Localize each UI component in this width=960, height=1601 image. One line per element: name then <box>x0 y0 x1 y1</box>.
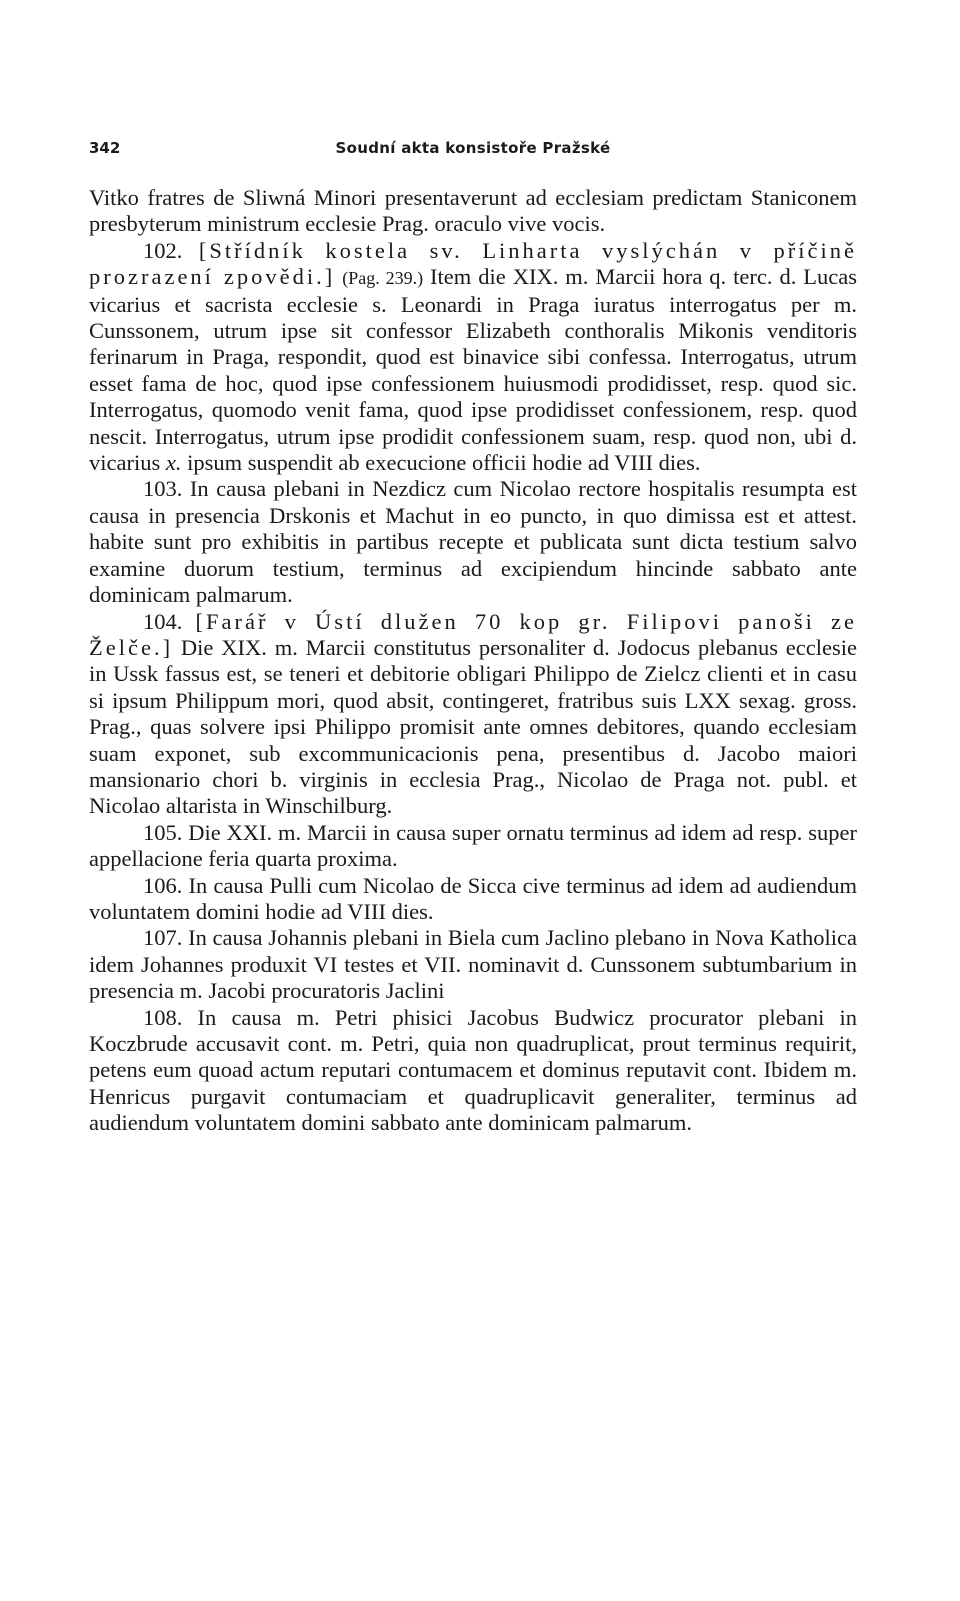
text-spaced: [Střídník kostela sv. Linharta vyslýchán v příčině prozrazení zpovědi.] <box>89 237 857 290</box>
text-pag: (Pag. 239.) <box>342 268 424 289</box>
text-run: 102. <box>143 237 199 263</box>
entry-108 <box>89 1005 857 1137</box>
document-page <box>89 120 857 1137</box>
paragraph-continuation <box>89 185 857 238</box>
text-run: 105. Die XXI. m. Marcii in causa super ornatu terminus ad idem ad resp. super appellacione feria quarta proxima. <box>89 819 857 872</box>
text-run: 104. <box>143 608 196 634</box>
entry-106 <box>89 873 857 926</box>
running-head <box>89 120 857 157</box>
text-run: Vitko fratres de Sliwná Minori presentaverunt ad ecclesiam predictam Staniconem presbyterum ministrum ecclesie Prag. oraculo vive vocis. <box>89 185 857 237</box>
text-run: Die XIX. m. Marcii constitutus personaliter d. Jodocus plebanus ecclesie in Ussk fassus est, se teneri et debitorie obligari Philippo de Zielcz clienti et in casu si ipsum Philippum mori, quod absit, contingeret, fratribus suis LXX sexag. gross. Prag., quas solvere ipsi Philippo promisit ante omnes debitores, quando ecclesiam suam exponet, sub excommunicacionis pena, presentibus d. Jacobo maiori mansionario chori b. virginis in ecclesia Prag., Nicolao de Praga not. publ. et Nicolao altarista in Winschilburg. <box>89 634 857 819</box>
body-text <box>89 185 857 1137</box>
entry-107 <box>89 925 857 1004</box>
entry-104 <box>89 609 857 820</box>
text-run: Item die XIX. m. Marcii hora q. terc. d. Lucas vicarius et sacrista ecclesie s. Leonardi in Praga iuratus interrogatus per m. Cunssonem, utrum ipse sit confessor Elizabeth conthoralis Mikonis venditoris ferinarum in Praga, respondit, quod est binavice sibi confessa. Interrogatus, utrum esset fama de hoc, quod ipse confessionem huiusmodi prodidisset, resp. quod sic. Interrogatus, quomodo venit fama, quod ipse prodidisset confessionem, resp. quod nescit. Interrogatus, utrum ipse prodidit confessionem suam, resp. quod non, ubi d. vicarius <box>89 264 858 476</box>
text-run: 106. In causa Pulli cum Nicolao de Sicca cive terminus ad idem ad audiendum voluntatem domini hodie ad VIII dies. <box>89 872 857 924</box>
text-run: 108. In causa m. Petri phisici Jacobus Budwicz procurator plebani in Koczbrude accusavit cont. m. Petri, quia non quadruplicat, prout terminus requirit, petens eum quoad actum reputari contumacem et dominus reputavit cont. Ibidem m. Henricus purgavit contumaciam et quadruplicavit generaliter, terminus ad audiendum voluntatem domini sabbato ante dominicam palmarum. <box>89 1004 857 1136</box>
entry-103 <box>89 476 857 608</box>
running-title: Soudní akta konsistoře Pražské <box>335 139 611 157</box>
text-spaced: [Farář v Ústí dlužen 70 kop gr. Filipovi panoši ze Želče.] <box>89 608 857 660</box>
entry-102 <box>89 238 857 477</box>
text-run: 103. In causa plebani in Nezdicz cum Nicolao rectore hospitalis resumpta est causa in presencia Drskonis et Machut in eo puncto, in quo dimissa est et attest. habite sunt pro exhibitis in partibus recepte et publicata sunt dicta testium salvo examine duorum testium, terminus ad excipiendum hincinde sabbato ante dominicam palmarum. <box>89 476 857 608</box>
text-sym: x. <box>165 450 182 476</box>
text-run: 107. In causa Johannis plebani in Biela cum Jaclino plebano in Nova Katholica idem Johannes produxit VI testes et VII. nominavit d. Cunssonem subtumbarium in presencia m. Jacobi procuratoris Jaclini <box>89 925 857 1004</box>
page-number: 342 <box>89 139 121 157</box>
text-run: ipsum suspendit ab execucione officii hodie ad VIII dies. <box>181 450 701 476</box>
entry-105 <box>89 820 857 873</box>
